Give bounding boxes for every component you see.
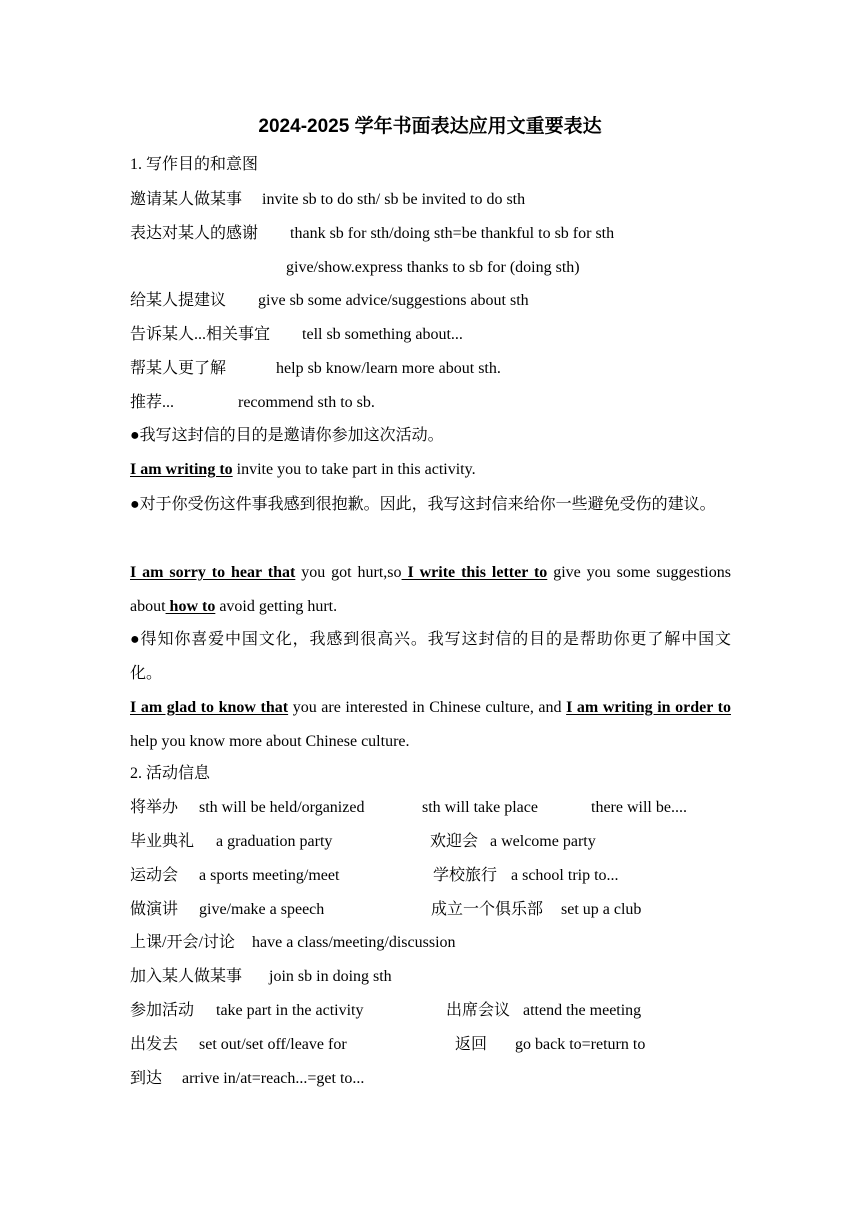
phrase-cn: 加入某人做某事 (130, 968, 243, 985)
phrase-cn: 告诉某人...相关事宜 (130, 326, 271, 343)
phrase-cn: 参加活动 (130, 1002, 195, 1019)
sentence-text: help you know more about Chinese culture. (130, 733, 410, 750)
phrase-cn: 成立一个俱乐部 (431, 901, 544, 918)
phrase-cn: 出席会议 (446, 1002, 511, 1019)
example-cn: ●我写这封信的目的是邀请你参加这次活动。 (130, 427, 444, 444)
phrase-en: go back to=return to (515, 1036, 646, 1053)
phrase-line (286, 257, 580, 279)
phrase-en: invite sb to do sth/ sb be invited to do sth (262, 191, 526, 208)
phrase-cn: 帮某人更了解 (130, 360, 227, 377)
phrase-line (130, 1000, 641, 1022)
key-phrase: I am writing to (130, 461, 233, 478)
phrase-cn: 上课/开会/讨论 (130, 934, 235, 951)
phrase-line (130, 966, 392, 988)
sentence-text: invite you to take part in this activity. (232, 461, 476, 478)
phrase-en: thank sb for sth/doing sth=be thankful to sb for sth (290, 225, 615, 242)
sentence-text: give you some suggestions about (130, 564, 731, 615)
phrase-cn: 将举办 (130, 799, 179, 816)
phrase-en: tell sb something about... (302, 326, 463, 343)
phrase-en: give/make a speech (199, 901, 325, 918)
phrase-line (130, 797, 687, 819)
phrase-en: attend the meeting (523, 1002, 642, 1019)
phrase-line (130, 189, 525, 211)
phrase-line (130, 223, 614, 245)
phrase-en: arrive in/at=reach...=get to... (182, 1070, 365, 1087)
phrase-en: set out/set off/leave for (199, 1036, 347, 1053)
phrase-en: help sb know/learn more about sth. (276, 360, 501, 377)
key-phrase: I am glad to know that (130, 699, 289, 716)
sentence-text: you got hurt,so (295, 564, 402, 581)
phrase-line (130, 290, 529, 312)
key-phrase: I write this letter to (401, 564, 548, 581)
phrase-cn: 返回 (455, 1036, 488, 1053)
phrase-line (130, 899, 641, 921)
phrase-en: set up a club (561, 901, 642, 918)
phrase-cn: 毕业典礼 (130, 833, 195, 850)
phrase-en: sth will be held/organized (199, 799, 365, 816)
phrase-line (130, 865, 619, 887)
section-heading: 1. 写作目的和意图 (130, 156, 259, 173)
phrase-line (130, 358, 501, 380)
phrase-line (130, 392, 375, 414)
phrase-cn: 运动会 (130, 867, 179, 884)
phrase-en: a welcome party (490, 833, 596, 850)
phrase-en: join sb in doing sth (269, 968, 392, 985)
example-en (130, 556, 731, 624)
phrase-line (130, 1034, 645, 1056)
phrase-en: recommend sth to sb. (238, 394, 375, 411)
section-heading: 2. 活动信息 (130, 765, 211, 782)
phrase-en: give sb some advice/suggestions about sth (258, 292, 529, 309)
phrase-line (130, 1068, 364, 1090)
phrase-line (130, 831, 596, 853)
phrase-cn: 表达对某人的感谢 (130, 225, 259, 242)
phrase-en: give/show.express thanks to sb for (doing sth) (286, 259, 580, 276)
phrase-cn: 到达 (130, 1070, 163, 1087)
phrase-line (130, 932, 456, 954)
phrase-en: there will be.... (591, 799, 687, 816)
example-cn: ●得知你喜爱中国文化，我感到很高兴。我写这封信的目的是帮助你更了解中国文化。 (130, 631, 731, 682)
phrase-cn: 邀请某人做某事 (130, 191, 243, 208)
example-en (130, 691, 731, 759)
phrase-line (130, 324, 463, 346)
sentence-text: you are interested in Chinese culture, and (288, 699, 567, 716)
key-phrase: I am writing in order to (566, 699, 731, 716)
phrase-en: sth will take place (422, 799, 538, 816)
phrase-cn: 给某人提建议 (130, 292, 227, 309)
phrase-en: a school trip to... (511, 867, 619, 884)
page-title: 2024-2025 学年书面表达应用文重要表达 (258, 116, 602, 137)
key-phrase: how to (165, 598, 216, 615)
example-cn: ●对于你受伤这件事我感到很抱歉。因此，我写这封信来给你一些避免受伤的建议。 (130, 496, 716, 513)
key-phrase: I am sorry to hear that (130, 564, 296, 581)
example-en (130, 459, 476, 481)
sentence-text: avoid getting hurt. (215, 598, 338, 615)
phrase-cn: 做演讲 (130, 901, 179, 918)
phrase-cn: 欢迎会 (430, 833, 479, 850)
phrase-en: a graduation party (216, 833, 333, 850)
phrase-cn: 推荐... (130, 394, 175, 411)
phrase-en: take part in the activity (216, 1002, 364, 1019)
phrase-cn: 学校旅行 (433, 867, 498, 884)
phrase-en: a sports meeting/meet (199, 867, 340, 884)
phrase-cn: 出发去 (130, 1036, 179, 1053)
phrase-en: have a class/meeting/discussion (252, 934, 456, 951)
